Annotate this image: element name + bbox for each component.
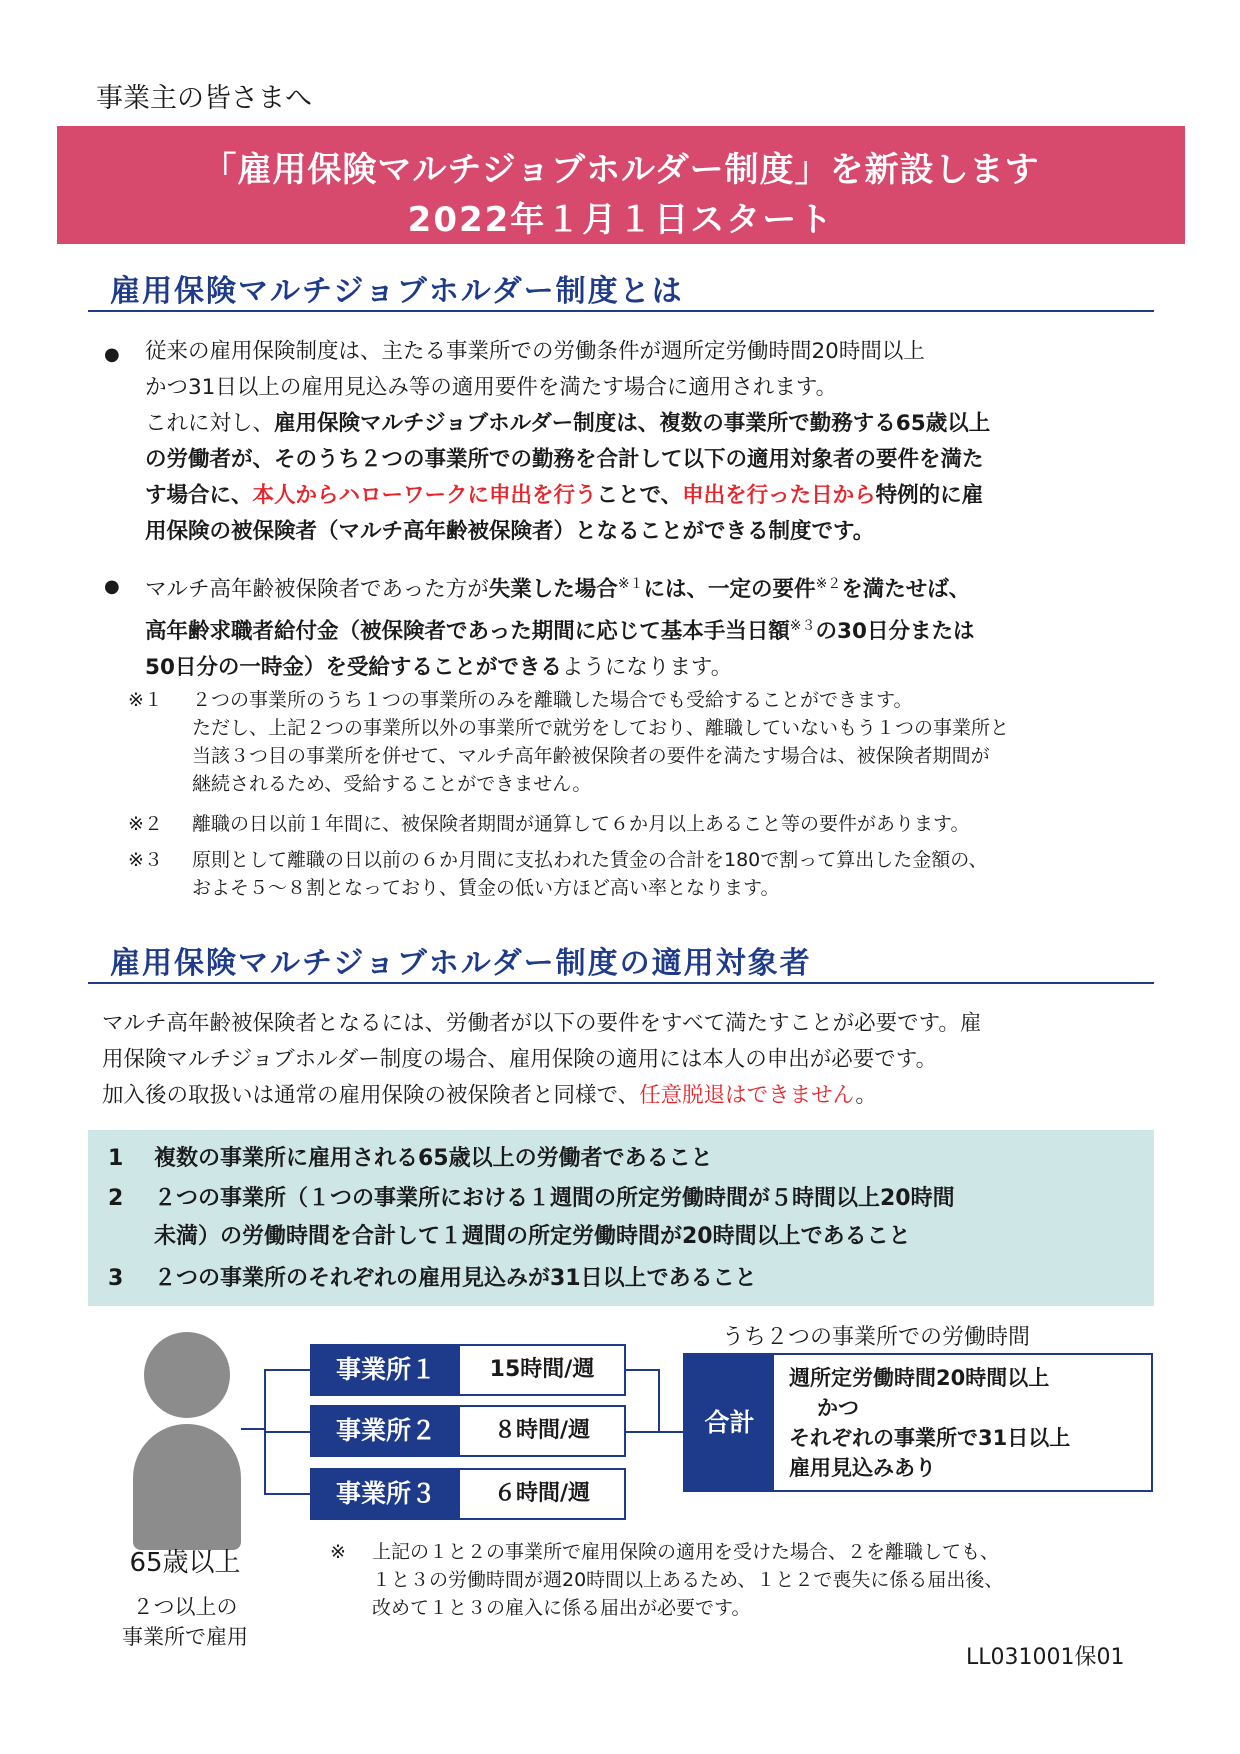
- person-description: ２つ以上の 事業所で雇用: [122, 1595, 248, 1649]
- document-code: LL031001保01: [966, 1645, 1125, 1670]
- banner-title: 「雇用保険マルチジョブホルダー制度」を新設します: [202, 150, 1040, 190]
- requirement-item: 複数の事業所に雇用される65歳以上の労働者であること: [154, 1146, 713, 1171]
- bullet-icon: ●: [104, 576, 120, 597]
- note-mark: ※: [330, 1541, 346, 1563]
- total-label: 合計: [685, 1355, 774, 1490]
- banner-start-date: 2022年１月１日スタート: [407, 200, 835, 240]
- office-hours: ８時間/週: [493, 1418, 591, 1443]
- eligibility-intro: マルチ高年齢被保険者となるには、労働者が以下の要件をすべて満たすことが必要です。雇 用保険マルチジョブホルダー制度の場合、雇用保険の適用には本人の申出が必要です。 加入後の取扱いは通常の雇用保険の被保険者と同様で、任意脱退はできません。: [102, 1011, 982, 1108]
- addressee: 事業主の皆さまへ: [96, 83, 312, 114]
- person-age: 65歳以上: [129, 1548, 241, 1578]
- person-body-icon: [133, 1424, 241, 1550]
- total-conditions: 週所定労働時間20時間以上 かつ それぞれの事業所で31日以上 雇用見込みあり: [789, 1366, 1071, 1480]
- bullet-icon: ●: [104, 344, 120, 365]
- office-name: 事業所３: [312, 1470, 460, 1518]
- requirement-number: 1: [108, 1146, 124, 1171]
- section-title: 雇用保険マルチジョブホルダー制度の適用対象者: [110, 946, 812, 981]
- office-hours: ６時間/週: [493, 1481, 591, 1506]
- office-name: 事業所２: [312, 1407, 460, 1455]
- requirement-item: ２つの事業所（１つの事業所における１週間の所定労働時間が５時間以上20時間 未満）の労働時間を合計して１週間の所定労働時間が20時間以上であること: [154, 1186, 955, 1249]
- note-2: 離職の日以前１年間に、被保険者期間が通算して６か月以上あること等の要件があります。: [192, 813, 970, 835]
- section-title: 雇用保険マルチジョブホルダー制度とは: [110, 274, 684, 309]
- section-heading-eligibility: [88, 932, 1154, 984]
- diagram-caption: うち２つの事業所での労働時間: [722, 1325, 1031, 1350]
- section-heading-about: [88, 260, 1154, 312]
- title-banner: [57, 126, 1185, 244]
- office-hours: 15時間/週: [489, 1357, 595, 1382]
- note-mark: ※３: [128, 849, 163, 871]
- office-1: [310, 1344, 626, 1396]
- office-2: [310, 1405, 626, 1457]
- person-head-icon: [144, 1332, 230, 1418]
- bullet2-text: マルチ高年齢被保険者であった方が失業した場合$^{※1}$には、一定の要件$^{※2}$を満たせば、 高年齢求職者給付金（被保険者であった期間に応じて基本手当日額$^{※3}$の30日分または 50日分の一時金）を受給することができるようになります。: [145, 576, 975, 681]
- office-name: 事業所１: [312, 1346, 460, 1394]
- note-mark: ※１: [128, 689, 163, 711]
- diagram-note: 上記の１と２の事業所で雇用保険の適用を受けた場合、２を離職しても、 １と３の労働時間が週20時間以上あるため、１と２で喪失に係る届出後、 改めて１と３の雇入に係る届出が必要です。: [372, 1541, 1004, 1619]
- requirement-number: 3: [108, 1266, 124, 1291]
- note-3: 原則として離職の日以前の６か月間に支払われた賃金の合計を180で割って算出した金額の、 およそ５～８割となっており、賃金の低い方ほど高い率となります。: [192, 849, 988, 899]
- bullet1-text: 従来の雇用保険制度は、主たる事業所での労働条件が週所定労働時間20時間以上 かつ31日以上の雇用見込み等の適用要件を満たす場合に適用されます。 これに対し、雇用保険マルチジョブホルダー制度は、複数の事業所で勤務する65歳以上 の労働者が、そのうち２つの事業所での勤務を合計して以下の適用対象者の要件を満た す場合に、本人からハローワークに申出を行うことで、申出を行った日から特例的に雇 用保険の被保険者（マルチ高年齢被保険者）となることができる制度です。: [145, 339, 991, 544]
- requirement-number: 2: [108, 1186, 124, 1211]
- requirement-item: ２つの事業所のそれぞれの雇用見込みが31日以上であること: [154, 1266, 757, 1291]
- total-box: [683, 1353, 1153, 1492]
- office-3: [310, 1468, 626, 1520]
- note-1: ２つの事業所のうち１つの事業所のみを離職した場合でも受給することができます。 ただし、上記２つの事業所以外の事業所で就労をしており、離職していないもう１つの事業所と 当該３つ目の事業所を併せて、マルチ高年齢被保険者の要件を満たす場合は、被保険者期間が 継続されるため、受給することができません。: [192, 689, 1010, 795]
- note-mark: ※２: [128, 813, 163, 835]
